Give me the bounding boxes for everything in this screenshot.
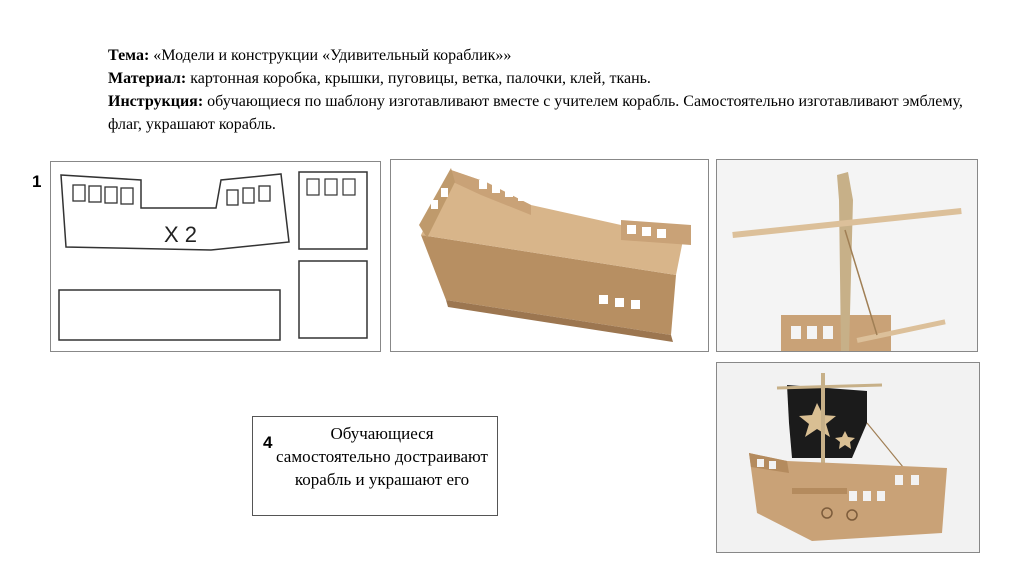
topic-line bbox=[108, 44, 988, 67]
mast-illustration bbox=[717, 160, 977, 351]
deck-panel-windows bbox=[307, 179, 355, 195]
topic-value: «Модели и конструкции «Удивительный кораблик»» bbox=[153, 47, 512, 64]
material-label: Материал: bbox=[108, 70, 187, 87]
step-4-caption-box bbox=[252, 416, 498, 516]
finished-deck-plank bbox=[792, 488, 847, 494]
material-value: картонная коробка, крышки, пуговицы, ветка, палочки, клей, ткань. bbox=[190, 70, 651, 87]
step-3-photo bbox=[716, 159, 978, 352]
step-4-number: 4 bbox=[263, 433, 273, 452]
stern-windows bbox=[791, 326, 833, 339]
hull-windows-left bbox=[73, 185, 133, 204]
hull-bottom-strip bbox=[59, 290, 280, 340]
step-5-photo bbox=[716, 362, 980, 553]
finished-ship-illustration bbox=[717, 363, 979, 552]
step-4-text: Обучающиеся самостоятельно достраивают корабль и украшают его bbox=[276, 424, 488, 489]
slide-header bbox=[108, 44, 988, 136]
hull-windows-right bbox=[227, 186, 270, 205]
ship-template-svg bbox=[51, 162, 380, 351]
instruction-value: обучающиеся по шаблону изготавливают вместе с учителем корабль. Самостоятельно изготавливают эмблему, флаг, украшают корабль. bbox=[108, 93, 963, 133]
step-2-photo bbox=[390, 159, 709, 352]
cardboard-hull-illustration bbox=[391, 160, 708, 351]
deck-panel-top bbox=[299, 172, 367, 249]
instruction-label: Инструкция: bbox=[108, 93, 204, 110]
template-multiplier-label: X 2 bbox=[164, 222, 198, 247]
instruction-line bbox=[108, 90, 988, 136]
step-1-number: 1 bbox=[32, 172, 42, 191]
deck-panel-bottom bbox=[299, 261, 367, 338]
material-line bbox=[108, 67, 988, 90]
topic-label: Тема: bbox=[108, 47, 150, 64]
step-1-template-drawing bbox=[50, 161, 381, 352]
